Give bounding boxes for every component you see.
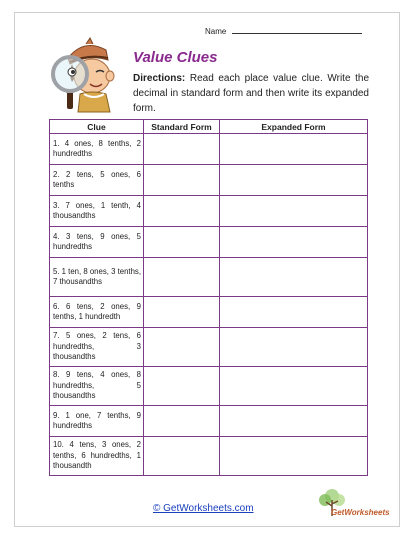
clue-cell: 8. 9 tens, 4 ones, 8 hundredths, 5 thousandths bbox=[50, 367, 144, 406]
table-row bbox=[50, 328, 368, 367]
column-header-clue: Clue bbox=[50, 120, 144, 134]
standard-form-cell[interactable] bbox=[144, 367, 220, 406]
standard-form-cell[interactable] bbox=[144, 258, 220, 297]
standard-form-cell[interactable] bbox=[144, 297, 220, 328]
name-field bbox=[205, 26, 362, 36]
expanded-form-cell[interactable] bbox=[220, 406, 368, 437]
directions-label: Directions: bbox=[133, 73, 186, 84]
clue-cell: 10. 4 tens, 3 ones, 2 tenths, 6 hundredths, 1 thousandth bbox=[50, 437, 144, 476]
name-line[interactable] bbox=[232, 26, 362, 34]
clue-cell: 9. 1 one, 7 tenths, 9 hundredths bbox=[50, 406, 144, 437]
table-row bbox=[50, 297, 368, 328]
expanded-form-cell[interactable] bbox=[220, 328, 368, 367]
expanded-form-cell[interactable] bbox=[220, 297, 368, 328]
standard-form-cell[interactable] bbox=[144, 165, 220, 196]
clue-cell: 4. 3 tens, 9 ones, 5 hundredths bbox=[50, 227, 144, 258]
table-row bbox=[50, 227, 368, 258]
logo-text-sheets: sheets bbox=[364, 508, 390, 517]
standard-form-cell[interactable] bbox=[144, 437, 220, 476]
expanded-form-cell[interactable] bbox=[220, 437, 368, 476]
clue-cell: 5. 1 ten, 8 ones, 3 tenths, 7 thousandths bbox=[50, 258, 144, 297]
expanded-form-cell[interactable] bbox=[220, 134, 368, 165]
expanded-form-cell[interactable] bbox=[220, 196, 368, 227]
clue-cell: 6. 6 tens, 2 ones, 9 tenths, 1 hundredth bbox=[50, 297, 144, 328]
expanded-form-cell[interactable] bbox=[220, 165, 368, 196]
clue-cell: 2. 2 tens, 5 ones, 6 tenths bbox=[50, 165, 144, 196]
standard-form-cell[interactable] bbox=[144, 227, 220, 258]
standard-form-cell[interactable] bbox=[144, 406, 220, 437]
directions bbox=[133, 71, 369, 116]
logo-text-get: GetWork bbox=[331, 508, 365, 517]
table-row bbox=[50, 258, 368, 297]
table-row bbox=[50, 165, 368, 196]
standard-form-cell[interactable] bbox=[144, 328, 220, 367]
worksheet-title: Value Clues bbox=[133, 49, 218, 66]
getworksheets-link[interactable]: © GetWorksheets.com bbox=[153, 503, 254, 514]
column-header-expanded-form: Expanded Form bbox=[220, 120, 368, 134]
logo-wordmark bbox=[331, 508, 390, 517]
name-label: Name bbox=[205, 27, 227, 36]
directions-text: Read each place value clue. Write the decimal in standard form and then write its expanded form. bbox=[133, 73, 370, 114]
standard-form-cell[interactable] bbox=[144, 134, 220, 165]
table-header-row bbox=[50, 120, 368, 134]
clue-cell: 1. 4 ones, 8 tenths, 2 hundredths bbox=[50, 134, 144, 165]
clue-table bbox=[49, 119, 368, 476]
expanded-form-cell[interactable] bbox=[220, 227, 368, 258]
standard-form-cell[interactable] bbox=[144, 196, 220, 227]
table-row bbox=[50, 367, 368, 406]
clue-cell: 7. 5 ones, 2 tens, 6 hundredths, 3 thousandths bbox=[50, 328, 144, 367]
table-row bbox=[50, 134, 368, 165]
table-row bbox=[50, 406, 368, 437]
table-row bbox=[50, 437, 368, 476]
column-header-standard-form: Standard Form bbox=[144, 120, 220, 134]
detective-mascot-icon bbox=[46, 36, 126, 114]
expanded-form-cell[interactable] bbox=[220, 367, 368, 406]
clue-cell: 3. 7 ones, 1 tenth, 4 thousandths bbox=[50, 196, 144, 227]
tree-logo-icon bbox=[312, 486, 384, 526]
expanded-form-cell[interactable] bbox=[220, 258, 368, 297]
table-row bbox=[50, 196, 368, 227]
